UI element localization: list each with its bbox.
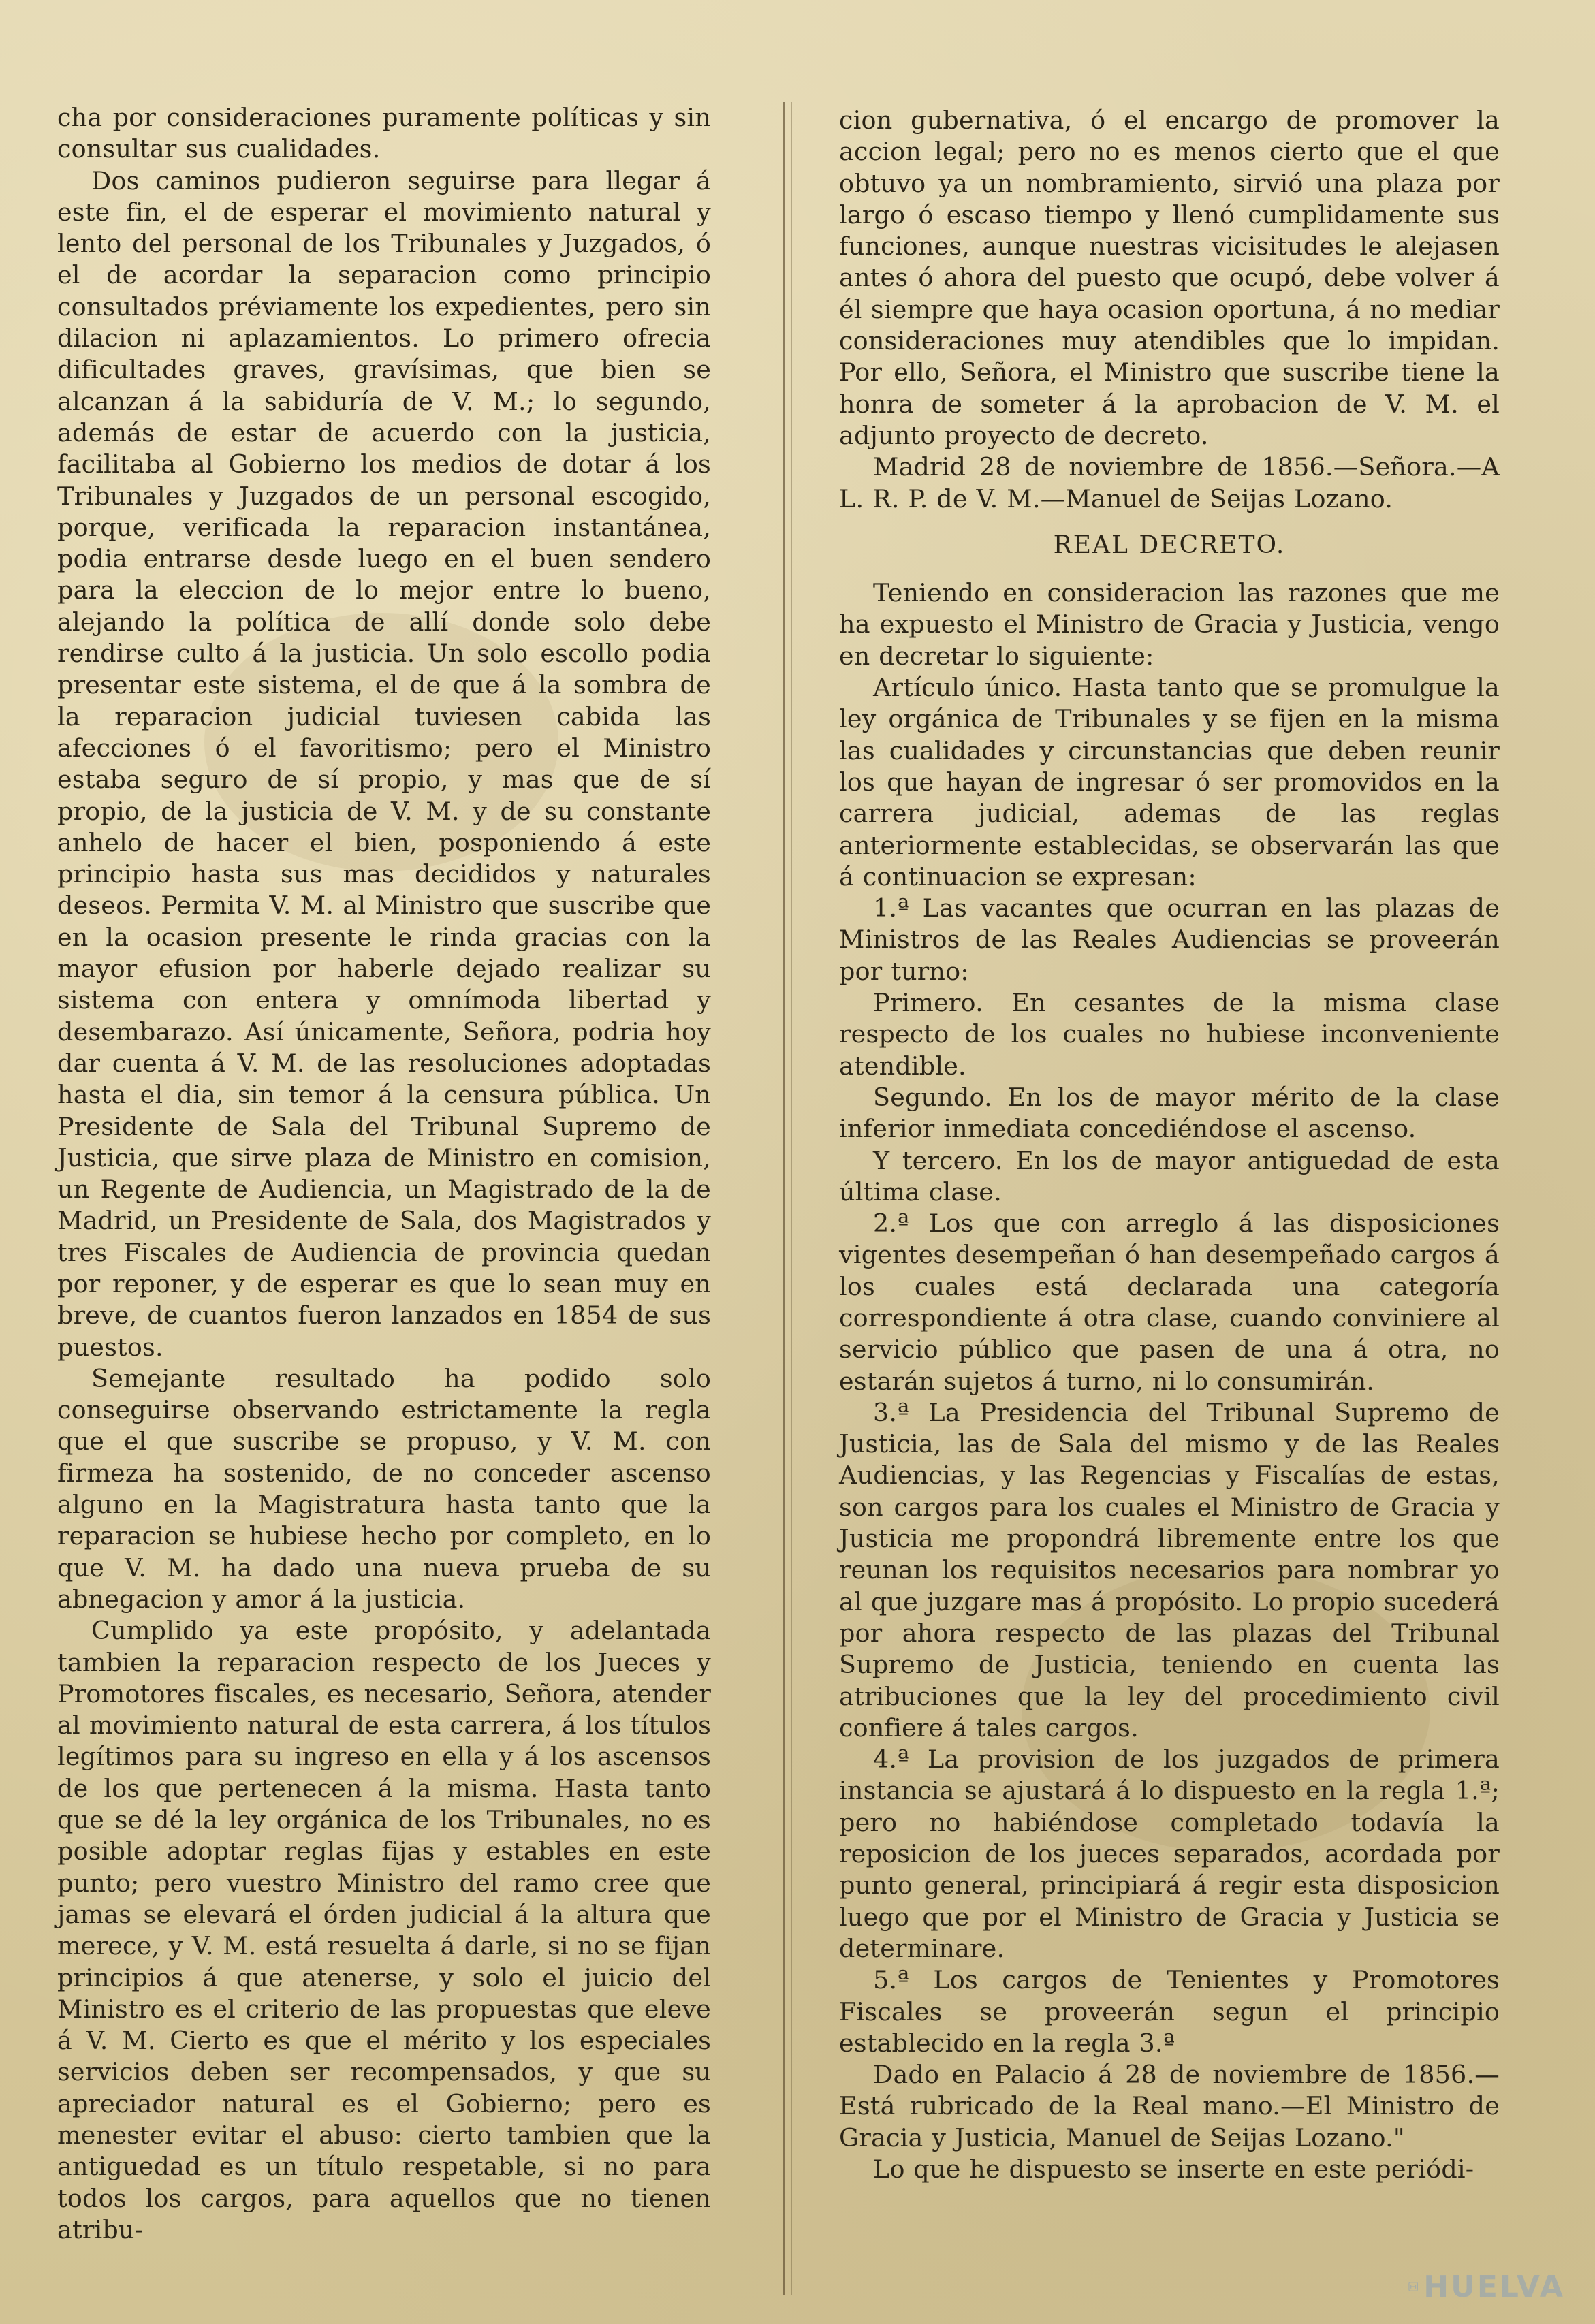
article-paragraph: Madrid 28 de noviembre de 1856.—Señora.—A L. R. P. de V. M.—Manuel de Seijas Lozano.: [839, 452, 1500, 513]
decree-paragraph: 5.ª Los cargos de Tenientes y Promotores Fiscales se proveerán segun el principio establecido en la regla 3.ª: [839, 1965, 1500, 2058]
decree-paragraph: Lo que he dispuesto se inserte en este periódi-: [873, 2154, 1474, 2184]
decree-paragraph: 1.ª Las vacantes que ocurran en las plazas de Ministros de las Reales Audiencias se proveerán por turno:: [839, 893, 1500, 986]
decree-paragraph: Y tercero. En los de mayor antiguedad de esta última clase.: [839, 1145, 1500, 1207]
article-paragraph: Dos caminos pudieron seguirse para llegar á este fin, el de esperar el movimiento natural y lento del personal de los Tribunales y Juzgados, ó el de acordar la separacion como principio consultados préviamente los expedientes, pero sin dilacion ni aplazamientos. Lo primero ofrecia dificultades graves, gravísimas, que bien se alcanzan á la sabiduría de V. M.; lo segundo, además de estar de acuerdo con la justicia, facilitaba al Gobierno los medios de dotar á los Tribunales y Juzgados de un personal escogido, porque, verificada la reparacion instantánea, podia entrarse desde luego en el buen sendero para la eleccion de lo mejor entre lo bueno, alejando la política de allí donde solo debe rendirse culto á la justicia. Un solo escollo podia presentar este sistema, el de que á la sombra de la reparacion judicial tuviesen cabida las afecciones ó el favoritismo; pero el Ministro estaba seguro de sí propio, y mas que de sí propio, de la justicia de V. M. y de su constante anhelo de hacer el bien, posponiendo á este principio hasta sus mas decididos y naturales deseos. Permita V. M. al Ministro que suscribe que en la ocasion presente le rinda gracias con la mayor efusion por haberle dejado realizar su sistema con entera y omnímoda libertad y desembarazo. Así únicamente, Señora, podria hoy dar cuenta á V. M. de las resoluciones adoptadas hasta el dia, sin temor á la censura pública. Un Presidente de Sala del Tribunal Supremo de Justicia, que sirve plaza de Ministro en comision, un Regente de Audiencia, un Magistrado de la de Madrid, un Presidente de Sala, dos Magistrados y tres Fiscales de Audiencia de provincia quedan por reponer, y de esperar es que lo sean muy en breve, de cuantos fueron lanzados en 1854 de sus puestos.: [57, 165, 711, 1362]
left-column: [57, 102, 711, 2246]
right-column-intro: [839, 105, 1500, 515]
article-paragraph: Cumplido ya este propósito, y adelantada tambien la reparacion respecto de los Jueces y Promotores fiscales, es necesario, Señora, atender al movimiento natural de esta carrera, á los títulos legítimos para su ingreso en ella y á los ascensos de los que pertenecen á la misma. Hasta tanto que se dé la ley orgánica de los Tribunales, no es posible adoptar reglas fijas y estables en este punto; pero vuestro Ministro del ramo cree que jamas se elevará el órden judicial á la altura que merece, y V. M. está resuelta á darle, si no se fijan principios á que atenerse, y solo el juicio del Ministro es el criterio de las propuestas que eleve á V. M. Cierto es que el mérito y los especiales servicios deben ser recompensados, y que su apreciador natural es el Gobierno; pero es menester evitar el abuso: cierto tambien que la antiguedad es un título respetable, si no para todos los cargos, para aquellos que no tienen atribu-: [57, 1616, 711, 2244]
decree-paragraph: 2.ª Los que con arreglo á las disposiciones vigentes desempeñan ó han desempeñado cargos á los cuales está declarada una categoría correspondiente á otra clase, cuando conviniere al servicio público que pasen de una á otra, no estarán sujetos á turno, ni lo consumirán.: [839, 1209, 1500, 1396]
watermark-text: HUELVA: [1423, 2269, 1565, 2304]
column-divider: [783, 102, 785, 2295]
decree-paragraph: Dado en Palacio á 28 de noviembre de 1856.—Está rubricado de la Real mano.—El Ministro de Gracia y Justicia, Manuel de Seijas Lozano.": [839, 2060, 1500, 2152]
decree-paragraph: 4.ª La provision de los juzgados de primera instancia se ajustará á lo dispuesto en la regla 1.ª; pero no habiéndose completado todavía la reposicion de los jueces separados, acordada por punto general, principiará á regir esta disposicion luego que por el Ministro de Gracia y Justicia se determinare.: [839, 1745, 1500, 1963]
column-divider-thin: [791, 102, 792, 2295]
article-paragraph: cha por consideraciones puramente políticas y sin consultar sus cualidades.: [57, 103, 711, 164]
archive-watermark: [1408, 2263, 1565, 2310]
article-paragraph: cion gubernativa, ó el encargo de promover la accion legal; pero no es menos cierto que el que obtuvo ya un nombramiento, sirvió una plaza por largo ó escaso tiempo y llenó cumplidamente sus funciones, aunque nuestras vicisitudes le alejasen antes ó ahora del puesto que ocupó, debe volver á él siempre que haya ocasion oportuna, á no mediar consideraciones muy atendibles que lo impidan. Por ello, Señora, el Ministro que suscribe tiene la honra de someter á la aprobacion de V. M. el adjunto proyecto de decreto.: [839, 106, 1500, 450]
decree-paragraph: 3.ª La Presidencia del Tribunal Supremo de Justicia, las de Sala del mismo y de las Reales Audiencias, y las Regencias y Fiscalías de estas, son cargos para los cuales el Ministro de Gracia y Justicia me propondrá libremente entre los que reunan los requisitos necesarios para nombrar yo al que juzgare mas á propósito. Lo propio sucederá por ahora respecto de las plazas del Tribunal Supremo de Justicia, teniendo en cuenta las atribuciones que la ley del procedimiento civil confiere á tales cargos.: [839, 1397, 1500, 1742]
article-paragraph: Semejante resultado ha podido solo conseguirse observando estrictamente la regla que el que suscribe se propuso, y V. M. con firmeza ha sostenido, de no conceder ascenso alguno en la Magistratura hasta tanto que la reparacion se hubiese hecho por completo, en lo que V. M. ha dado una nueva prueba de su abnegacion y amor á la justicia.: [57, 1363, 711, 1614]
decree-paragraph: Teniendo en consideracion las razones que me ha expuesto el Ministro de Gracia y Justicia, vengo en decretar lo siguiente:: [839, 578, 1500, 671]
decree-title: REAL DECRETO.: [1053, 530, 1286, 559]
archive-logo-icon: [1408, 2271, 1418, 2302]
decree-paragraph: Artículo único. Hasta tanto que se promulgue la ley orgánica de Tribunales y se fijen en la misma las cualidades y circunstancias que deben reunir los que hayan de ingresar ó ser promovidos en la carrera judicial, ademas de las reglas anteriormente establecidas, se observarán las que á continuacion se expresan:: [839, 673, 1500, 891]
right-column: [839, 105, 1500, 2185]
decree-paragraph: Segundo. En los de mayor mérito de la clase inferior inmediata concediéndose el ascenso.: [839, 1082, 1500, 1144]
decree-body: [839, 577, 1500, 2185]
decree-paragraph: Primero. En cesantes de la misma clase respecto de los cuales no hubiese inconveniente atendible.: [839, 988, 1500, 1081]
